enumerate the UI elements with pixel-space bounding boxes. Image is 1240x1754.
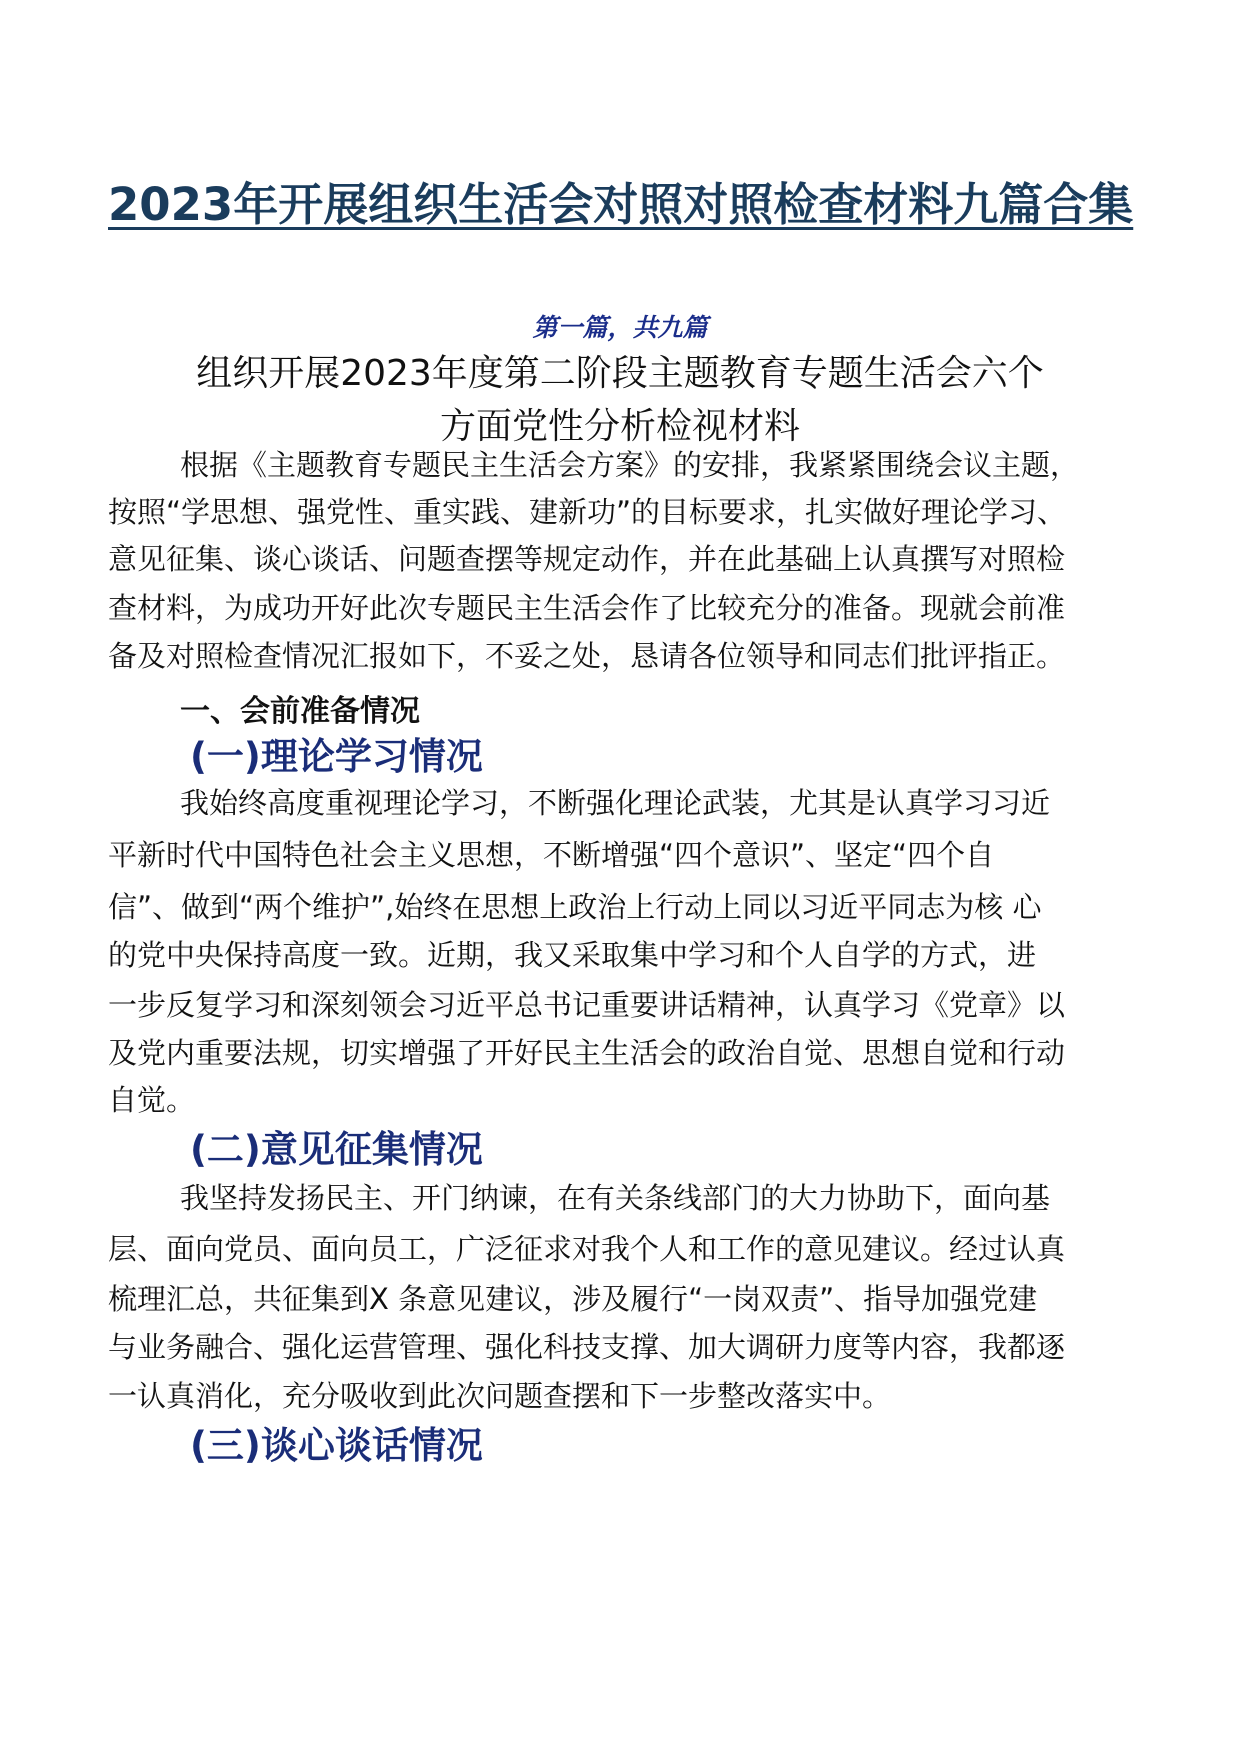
subtitle-line: 组织开展2023年度第二阶段主题教育专题生活会六个 bbox=[196, 353, 1044, 394]
body-line: 我坚持发扬民主、开门纳谏，在有关条线部门的大力协助下，面向基 bbox=[180, 1181, 1051, 1215]
subsection-heading: (三)谈心谈话情况 bbox=[190, 1424, 483, 1467]
subsection-heading: (二)意见征集情况 bbox=[190, 1128, 483, 1171]
document-title: 2023年开展组织生活会对照对照检查材料九篇合集 bbox=[108, 178, 1134, 231]
part-label: 第一篇，共九篇 bbox=[532, 313, 708, 342]
section-heading: 一、会前准备情况 bbox=[180, 694, 420, 729]
body-line: 及党内重要法规，切实增强了开好民主生活会的政治自觉、思想自觉和行动 bbox=[108, 1036, 1066, 1070]
body-line: 层、面向党员、面向员工，广泛征求对我个人和工作的意见建议。经过认真 bbox=[108, 1232, 1066, 1266]
subtitle-line: 方面党性分析检视材料 bbox=[439, 406, 800, 447]
subsection-heading: (一)理论学习情况 bbox=[190, 735, 483, 778]
body-line: 平新时代中国特色社会主义思想，不断增强“四个意识”、坚定“四个自 bbox=[108, 838, 995, 872]
body-line: 的党中央保持高度一致。近期，我又采取集中学习和个人自学的方式，进 bbox=[108, 938, 1037, 972]
body-line: 一步反复学习和深刻领会习近平总书记重要讲话精神，认真学习《党章》以 bbox=[108, 988, 1066, 1022]
body-line: 信”、做到“两个维护”,始终在思想上政治上行动上同以习近平同志为核 心 bbox=[108, 890, 1042, 924]
intro-line: 查材料，为成功开好此次专题民主生活会作了比较充分的准备。现就会前准 bbox=[108, 591, 1066, 625]
intro-line: 备及对照检查情况汇报如下，不妥之处，恳请各位领导和同志们批评指正。 bbox=[108, 639, 1066, 673]
body-line: 我始终高度重视理论学习，不断强化理论武装，尤其是认真学习习近 bbox=[180, 786, 1051, 820]
intro-line: 根据《主题教育专题民主生活会方案》的安排，我紧紧围绕会议主题， bbox=[180, 448, 1080, 482]
body-line: 一认真消化，充分吸收到此次问题查摆和下一步整改落实中。 bbox=[108, 1379, 892, 1413]
intro-line: 按照“学思想、强党性、重实践、建新功”的目标要求，扎实做好理论学习、 bbox=[108, 495, 1067, 529]
body-line: 梳理汇总，共征集到X 条意见建议，涉及履行“一岗双责”、指导加强党建 bbox=[108, 1282, 1038, 1316]
body-line: 自觉。 bbox=[108, 1083, 196, 1117]
intro-line: 意见征集、谈心谈话、问题查摆等规定动作，并在此基础上认真撰写对照检 bbox=[108, 542, 1066, 576]
body-line: 与业务融合、强化运营管理、强化科技支撑、加大调研力度等内容，我都逐 bbox=[108, 1330, 1066, 1364]
